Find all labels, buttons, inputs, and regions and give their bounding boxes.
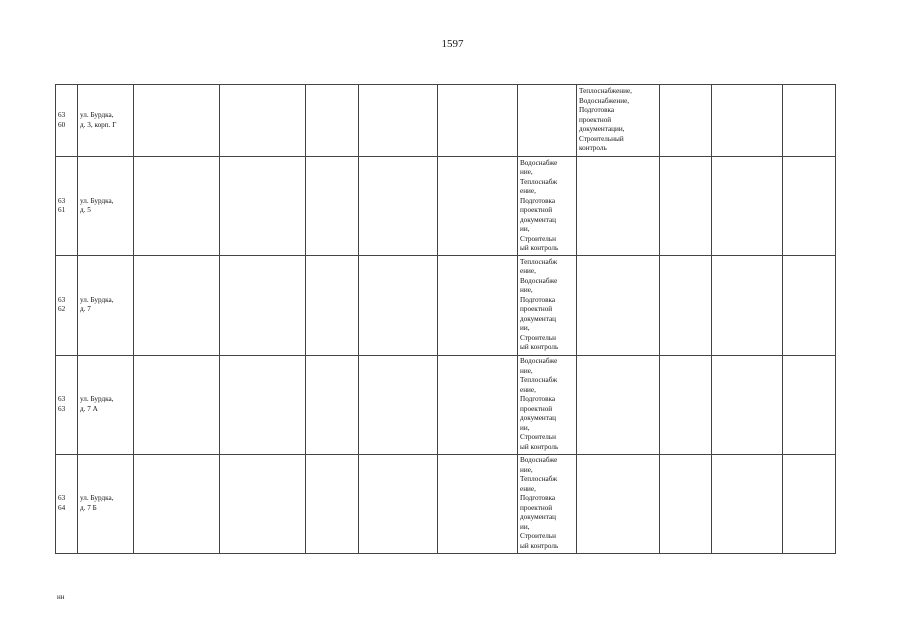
empty-cell (359, 85, 438, 157)
cell-text-line: Строительн (520, 532, 557, 541)
empty-cell (359, 454, 438, 553)
empty-cell (712, 256, 783, 355)
empty-cell (783, 454, 836, 553)
empty-cell (783, 157, 836, 256)
cell-text-line: ение, (520, 484, 536, 493)
cell-text-line: проектной (520, 503, 553, 512)
table-row (56, 355, 836, 454)
empty-cell (220, 355, 306, 454)
empty-cell (438, 85, 518, 157)
cell-text-line: Строительный (579, 134, 624, 143)
cell-text-line: проектной (520, 305, 553, 314)
cell-text-line: 62 (58, 305, 66, 314)
cell-text-line: ение, (520, 267, 536, 276)
table-row (56, 157, 836, 256)
cell-text-line: проектной (520, 404, 553, 413)
cell-text-line: 63 (58, 494, 66, 503)
cell-text-line: Подготовка (520, 196, 556, 205)
empty-cell (660, 157, 712, 256)
cell-text-line: д. 7 (80, 305, 91, 314)
cell-text-line: 63 (58, 395, 66, 404)
address-cell (78, 157, 134, 256)
empty-cell (220, 256, 306, 355)
empty-cell (220, 85, 306, 157)
empty-cell (783, 85, 836, 157)
empty-cell (438, 256, 518, 355)
work-types-cell (518, 355, 577, 454)
cell-text-line: Водоснабжение, (579, 96, 630, 105)
cell-text-line: 61 (58, 206, 66, 215)
cell-text-line: д. 7 А (80, 404, 98, 413)
work-types-cell (577, 355, 660, 454)
empty-cell (438, 157, 518, 256)
cell-text-line: документац (520, 215, 556, 224)
work-types-cell (577, 256, 660, 355)
empty-cell (134, 355, 220, 454)
cell-text-line: ние, (520, 465, 533, 474)
table-row (56, 454, 836, 553)
cell-text-line: документац (520, 414, 556, 423)
table-row (56, 256, 836, 355)
cell-text-line: 63 (58, 111, 66, 120)
cell-text-line: ние, (520, 286, 533, 295)
empty-cell (134, 256, 220, 355)
cell-text-line: д. 3, корп. Г (80, 120, 117, 129)
cell-text-line: Строительн (520, 433, 557, 442)
cell-text-line: ул. Бурдка, (80, 395, 114, 404)
empty-cell (134, 454, 220, 553)
cell-text-line: ии, (520, 522, 530, 531)
cell-text-line: Теплоснабжение, (579, 87, 632, 96)
cell-text-line: Водоснабже (520, 276, 558, 285)
cell-text-line: Подготовка (520, 395, 556, 404)
row-number-cell (56, 355, 78, 454)
empty-cell (660, 454, 712, 553)
cell-text-line: ый контроль (520, 244, 559, 253)
work-types-cell (518, 85, 577, 157)
cell-text-line: Водоснабже (520, 158, 558, 167)
cell-text-line: Теплоснабж (520, 376, 558, 385)
empty-cell (306, 256, 359, 355)
empty-cell (134, 157, 220, 256)
cell-text-line: ние, (520, 168, 533, 177)
row-number-cell (56, 454, 78, 553)
cell-text-line: 64 (58, 503, 66, 512)
empty-cell (660, 85, 712, 157)
work-types-cell (518, 256, 577, 355)
cell-text-line: ии, (520, 423, 530, 432)
work-types-cell (577, 85, 660, 157)
cell-text-line: проектной (579, 115, 612, 124)
cell-text-line: Строительн (520, 234, 557, 243)
work-types-cell (577, 157, 660, 256)
empty-cell (359, 256, 438, 355)
cell-text-line: ул. Бурдка, (80, 494, 114, 503)
row-number-cell (56, 256, 78, 355)
cell-text-line: ение, (520, 385, 536, 394)
cell-text-line: документац (520, 513, 556, 522)
row-number-cell (56, 85, 78, 157)
cell-text-line: контроль (579, 144, 607, 153)
empty-cell (660, 256, 712, 355)
cell-text-line: ул. Бурдка, (80, 295, 114, 304)
cell-text-line: Подготовка (579, 106, 615, 115)
cell-text-line: ии, (520, 225, 530, 234)
cell-text-line: ул. Бурдка, (80, 111, 114, 120)
cell-text-line: ение, (520, 187, 536, 196)
cell-text-line: документации, (579, 125, 625, 134)
table-row (56, 85, 836, 157)
cell-text-line: 60 (58, 120, 66, 129)
empty-cell (306, 355, 359, 454)
work-types-cell (577, 454, 660, 553)
page-number: 1597 (441, 38, 464, 50)
cell-text-line: ый контроль (520, 442, 559, 451)
cell-text-line: Водоснабже (520, 456, 558, 465)
empty-cell (712, 454, 783, 553)
row-number-cell (56, 157, 78, 256)
cell-text-line: Подготовка (520, 295, 556, 304)
cell-text-line: д. 5 (80, 206, 91, 215)
empty-cell (220, 454, 306, 553)
empty-cell (359, 157, 438, 256)
cell-text-line: д. 7 Б (80, 503, 97, 512)
address-cell (78, 355, 134, 454)
cell-text-line: ии, (520, 324, 530, 333)
cell-text-line: ый контроль (520, 343, 559, 352)
empty-cell (438, 454, 518, 553)
cell-text-line: документац (520, 314, 556, 323)
cell-text-line: Теплоснабж (520, 257, 558, 266)
cell-text-line: Водоснабже (520, 357, 558, 366)
empty-cell (306, 85, 359, 157)
empty-cell (134, 85, 220, 157)
footer-mark: нн (57, 593, 65, 601)
empty-cell (306, 157, 359, 256)
cell-text-line: Теплоснабж (520, 177, 558, 186)
cell-text-line: Теплоснабж (520, 475, 558, 484)
address-cell (78, 85, 134, 157)
work-types-cell (518, 157, 577, 256)
empty-cell (783, 256, 836, 355)
cell-text-line: Подготовка (520, 494, 556, 503)
empty-cell (306, 454, 359, 553)
empty-cell (359, 355, 438, 454)
cell-text-line: ул. Бурдка, (80, 196, 114, 205)
works-table (55, 84, 836, 554)
empty-cell (660, 355, 712, 454)
cell-text-line: Строительн (520, 333, 557, 342)
empty-cell (712, 157, 783, 256)
cell-text-line: ние, (520, 366, 533, 375)
empty-cell (438, 355, 518, 454)
empty-cell (712, 355, 783, 454)
empty-cell (712, 85, 783, 157)
cell-text-line: 63 (58, 404, 66, 413)
cell-text-line: ый контроль (520, 541, 559, 550)
address-cell (78, 454, 134, 553)
cell-text-line: проектной (520, 206, 553, 215)
empty-cell (783, 355, 836, 454)
address-cell (78, 256, 134, 355)
empty-cell (220, 157, 306, 256)
cell-text-line: 63 (58, 196, 66, 205)
work-types-cell (518, 454, 577, 553)
cell-text-line: 63 (58, 295, 66, 304)
